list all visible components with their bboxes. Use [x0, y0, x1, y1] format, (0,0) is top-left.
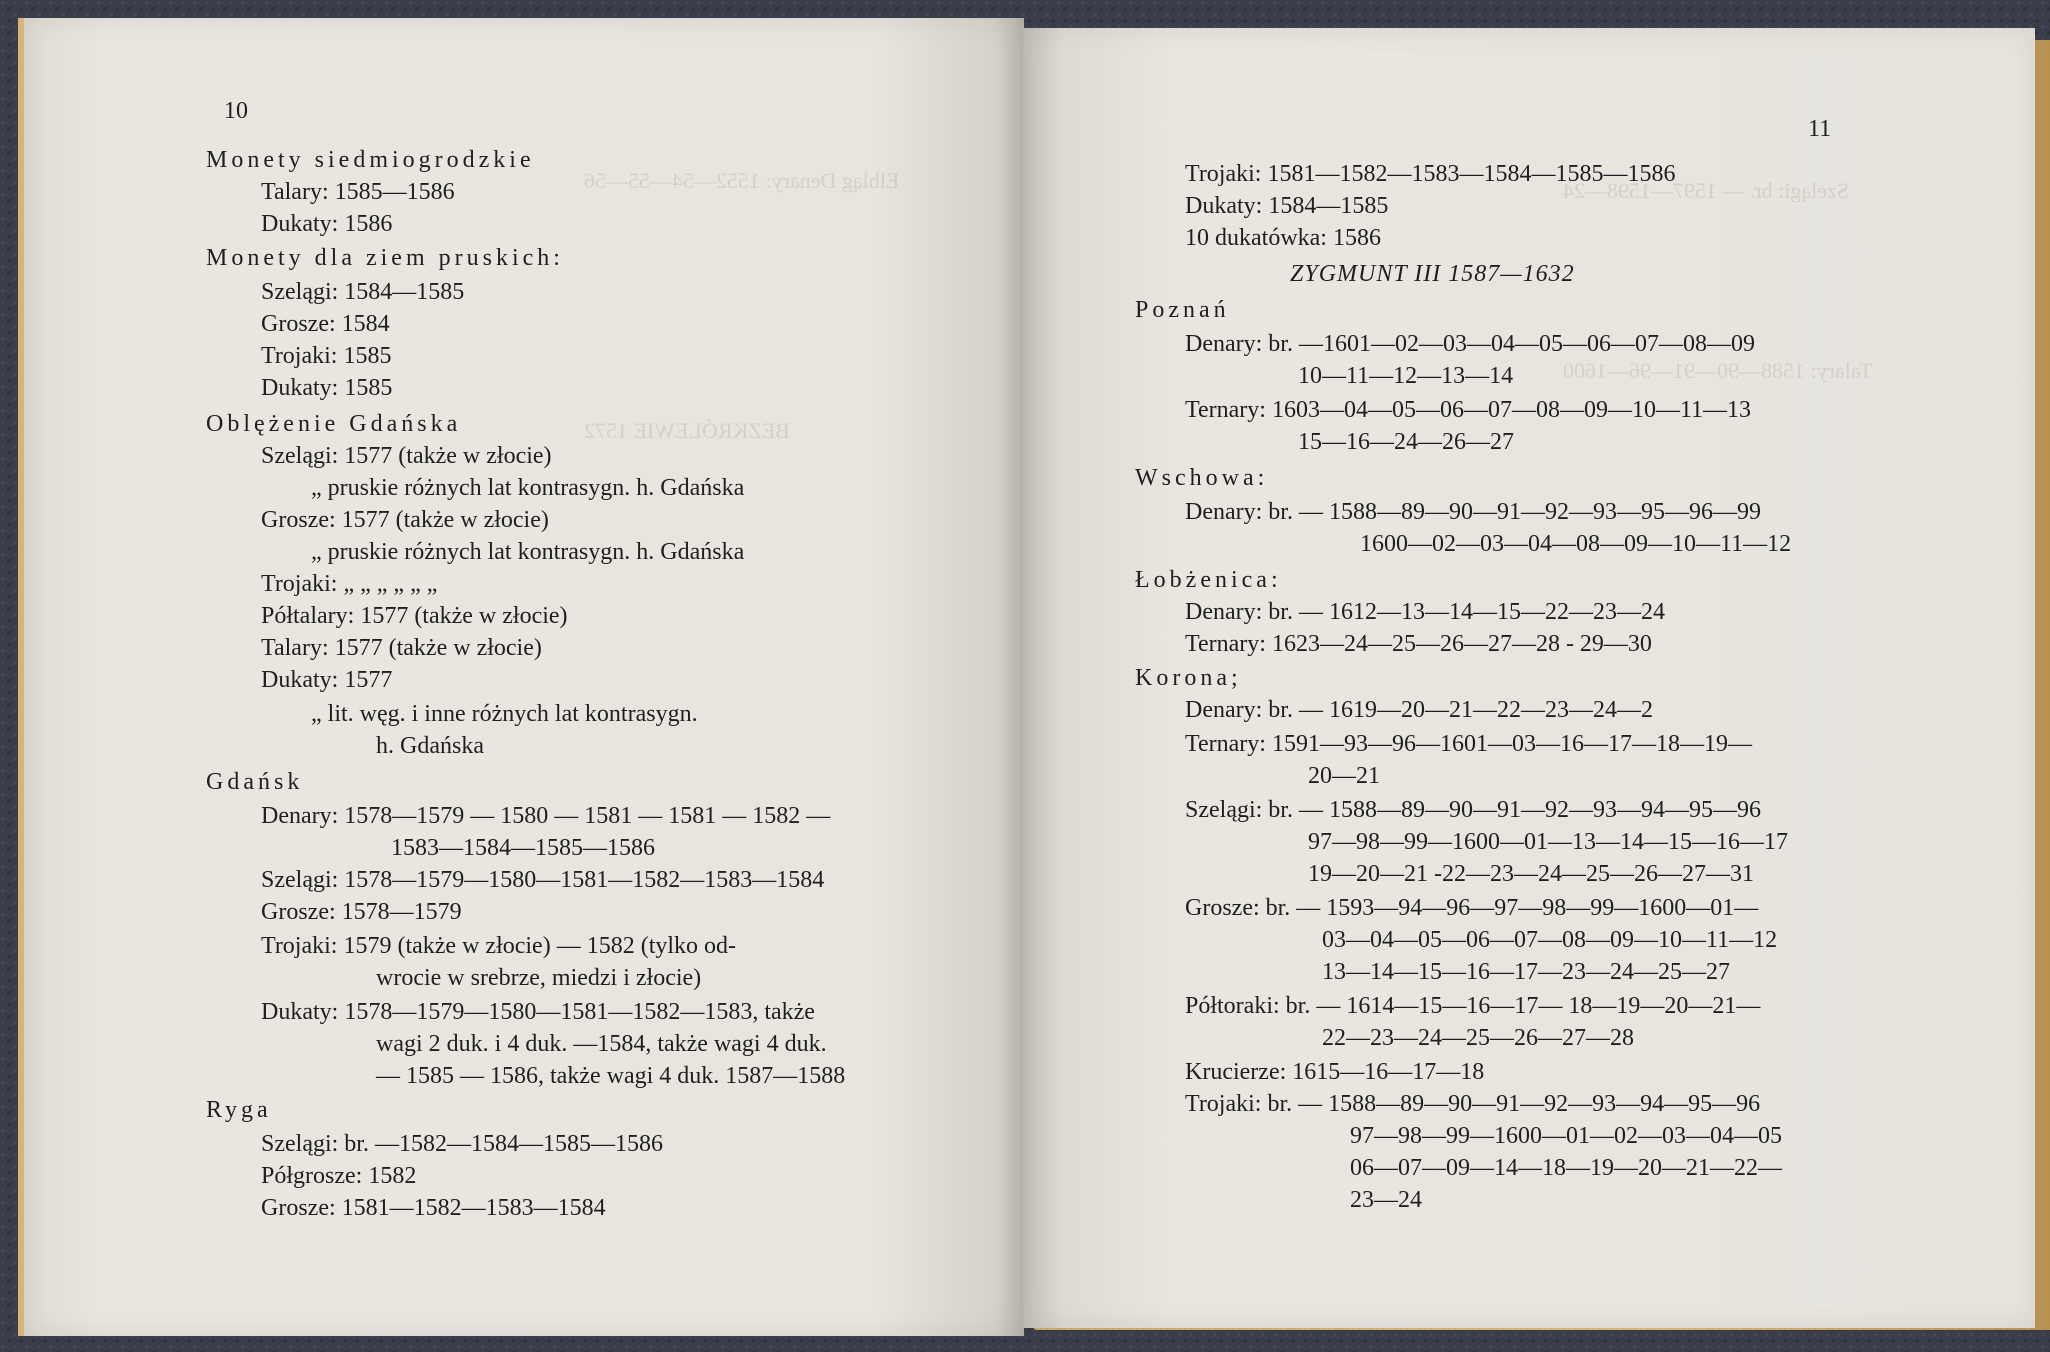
text-line: Denary: br. —1601—02—03—04—05—06—07—08—09 [1185, 331, 1755, 357]
text-line: 19—20—21 -22—23—24—25—26—27—31 [1308, 861, 1754, 887]
text-line: 97—98—99—1600—01—13—14—15—16—17 [1308, 829, 1788, 855]
text-line: wagi 2 duk. i 4 duk. —1584, także wagi 4 duk. [376, 1031, 827, 1057]
bleed-through-text: Elbląg Denary: 1552—54—55—56 [584, 168, 900, 193]
text-line: Szelągi: 1577 (także w złocie) [261, 443, 552, 469]
text-line: Dukaty: 1585 [261, 375, 393, 401]
text-line: Półtoraki: br. — 1614—15—16—17— 18—19—20—21— [1185, 993, 1761, 1019]
text-line: Trojaki: br. — 1588—89—90—91—92—93—94—95—96 [1185, 1091, 1761, 1117]
text-line: Krucierze: 1615—16—17—18 [1185, 1059, 1485, 1085]
bleed-through-text: Talary: 1588—90—91—96—1600 [1563, 358, 1873, 383]
text-line: 22—23—24—25—26—27—28 [1322, 1025, 1634, 1051]
text-line: 10—11—12—13—14 [1298, 363, 1514, 389]
section-heading: Korona; [1135, 665, 1242, 691]
section-heading: Ryga [206, 1097, 272, 1123]
text-line: Grosze: 1581—1582—1583—1584 [261, 1195, 606, 1221]
page-number: 10 [224, 98, 248, 124]
page-number: 11 [1808, 116, 1832, 142]
section-heading: Oblężenie Gdańska [206, 411, 462, 437]
text-line: Półtalary: 1577 (także w złocie) [261, 603, 568, 629]
text-line: 13—14—15—16—17—23—24—25—27 [1322, 959, 1730, 985]
text-line: Trojaki: 1579 (także w złocie) — 1582 (tylko od- [261, 933, 737, 959]
text-line: Szelągi: br. —1582—1584—1585—1586 [261, 1131, 663, 1157]
text-line: „ lit. węg. i inne różnych lat kontrasygn. [311, 701, 698, 727]
text-line: Trojaki: 1585 [261, 343, 392, 369]
text-line: Ternary: 1603—04—05—06—07—08—09—10—11—13 [1185, 397, 1752, 423]
section-heading: Poznań [1135, 297, 1230, 323]
text-line: 23—24 [1350, 1187, 1422, 1213]
section-heading: Monety siedmiogrodzkie [206, 147, 535, 173]
text-line: Dukaty: 1578—1579—1580—1581—1582—1583, także [261, 999, 815, 1025]
text-line: 1583—1584—1585—1586 [391, 835, 655, 861]
text-line: 10 dukatówka: 1586 [1185, 225, 1381, 251]
text-line: Szelągi: 1578—1579—1580—1581—1582—1583—1584 [261, 867, 825, 893]
text-line: Półgrosze: 1582 [261, 1163, 417, 1189]
section-heading: Monety dla ziem pruskich: [206, 245, 564, 271]
text-line: 03—04—05—06—07—08—09—10—11—12 [1322, 927, 1778, 953]
text-line: Talary: 1585—1586 [261, 179, 455, 205]
text-line: Denary: br. — 1588—89—90—91—92—93—95—96—99 [1185, 499, 1761, 525]
text-line: — 1585 — 1586, także wagi 4 duk. 1587—1588 [376, 1063, 846, 1089]
text-line: „ pruskie różnych lat kontrasygn. h. Gdańska [311, 539, 745, 565]
text-line: h. Gdańska [376, 733, 484, 759]
text-line: Szelągi: br. — 1588—89—90—91—92—93—94—95—96 [1185, 797, 1761, 823]
text-line: Szelągi: 1584—1585 [261, 279, 465, 305]
open-book [18, 18, 2028, 1338]
text-line: Grosze: 1578—1579 [261, 899, 462, 925]
text-line: Trojaki: 1581—1582—1583—1584—1585—1586 [1185, 161, 1676, 187]
bleed-through-text: BEZKRÓLEWIE 1572 [584, 418, 790, 443]
text-line: Denary: br. — 1619—20—21—22—23—24—2 [1185, 697, 1653, 723]
text-line: 1600—02—03—04—08—09—10—11—12 [1360, 531, 1792, 557]
text-line: Ternary: 1623—24—25—26—27—28 - 29—30 [1185, 631, 1652, 657]
text-line: 20—21 [1308, 763, 1380, 789]
text-line: Ternary: 1591—93—96—1601—03—16—17—18—19— [1185, 731, 1752, 757]
text-line: Grosze: br. — 1593—94—96—97—98—99—1600—01— [1185, 895, 1759, 921]
text-line: Trojaki: „ „ „ „ „ „ [261, 571, 438, 597]
text-line: Grosze: 1577 (także w złocie) [261, 507, 549, 533]
text-line: Grosze: 1584 [261, 311, 390, 337]
text-line: „ pruskie różnych lat kontrasygn. h. Gdańska [311, 475, 745, 501]
text-line: Dukaty: 1577 [261, 667, 393, 693]
text-line: 06—07—09—14—18—19—20—21—22— [1350, 1155, 1782, 1181]
text-line: Denary: 1578—1579 — 1580 — 1581 — 1581 — 1582 — [261, 803, 831, 829]
right-page [1023, 28, 2035, 1328]
section-heading: Gdańsk [206, 769, 304, 795]
text-line: Dukaty: 1586 [261, 211, 393, 237]
bleed-through-text: Szelągi: br. — 1597—1598—24 [1563, 178, 1849, 203]
section-heading: Wschowa: [1135, 465, 1269, 491]
text-line: Dukaty: 1584—1585 [1185, 193, 1389, 219]
reign-heading: ZYGMUNT III 1587—1632 [1290, 261, 1575, 287]
text-line: 97—98—99—1600—01—02—03—04—05 [1350, 1123, 1782, 1149]
text-line: 15—16—24—26—27 [1298, 429, 1514, 455]
section-heading: Łobżenica: [1135, 567, 1282, 593]
text-line: Denary: br. — 1612—13—14—15—22—23—24 [1185, 599, 1665, 625]
left-page [18, 18, 1024, 1336]
text-line: Talary: 1577 (także w złocie) [261, 635, 542, 661]
text-line: wrocie w srebrze, miedzi i złocie) [376, 965, 702, 991]
